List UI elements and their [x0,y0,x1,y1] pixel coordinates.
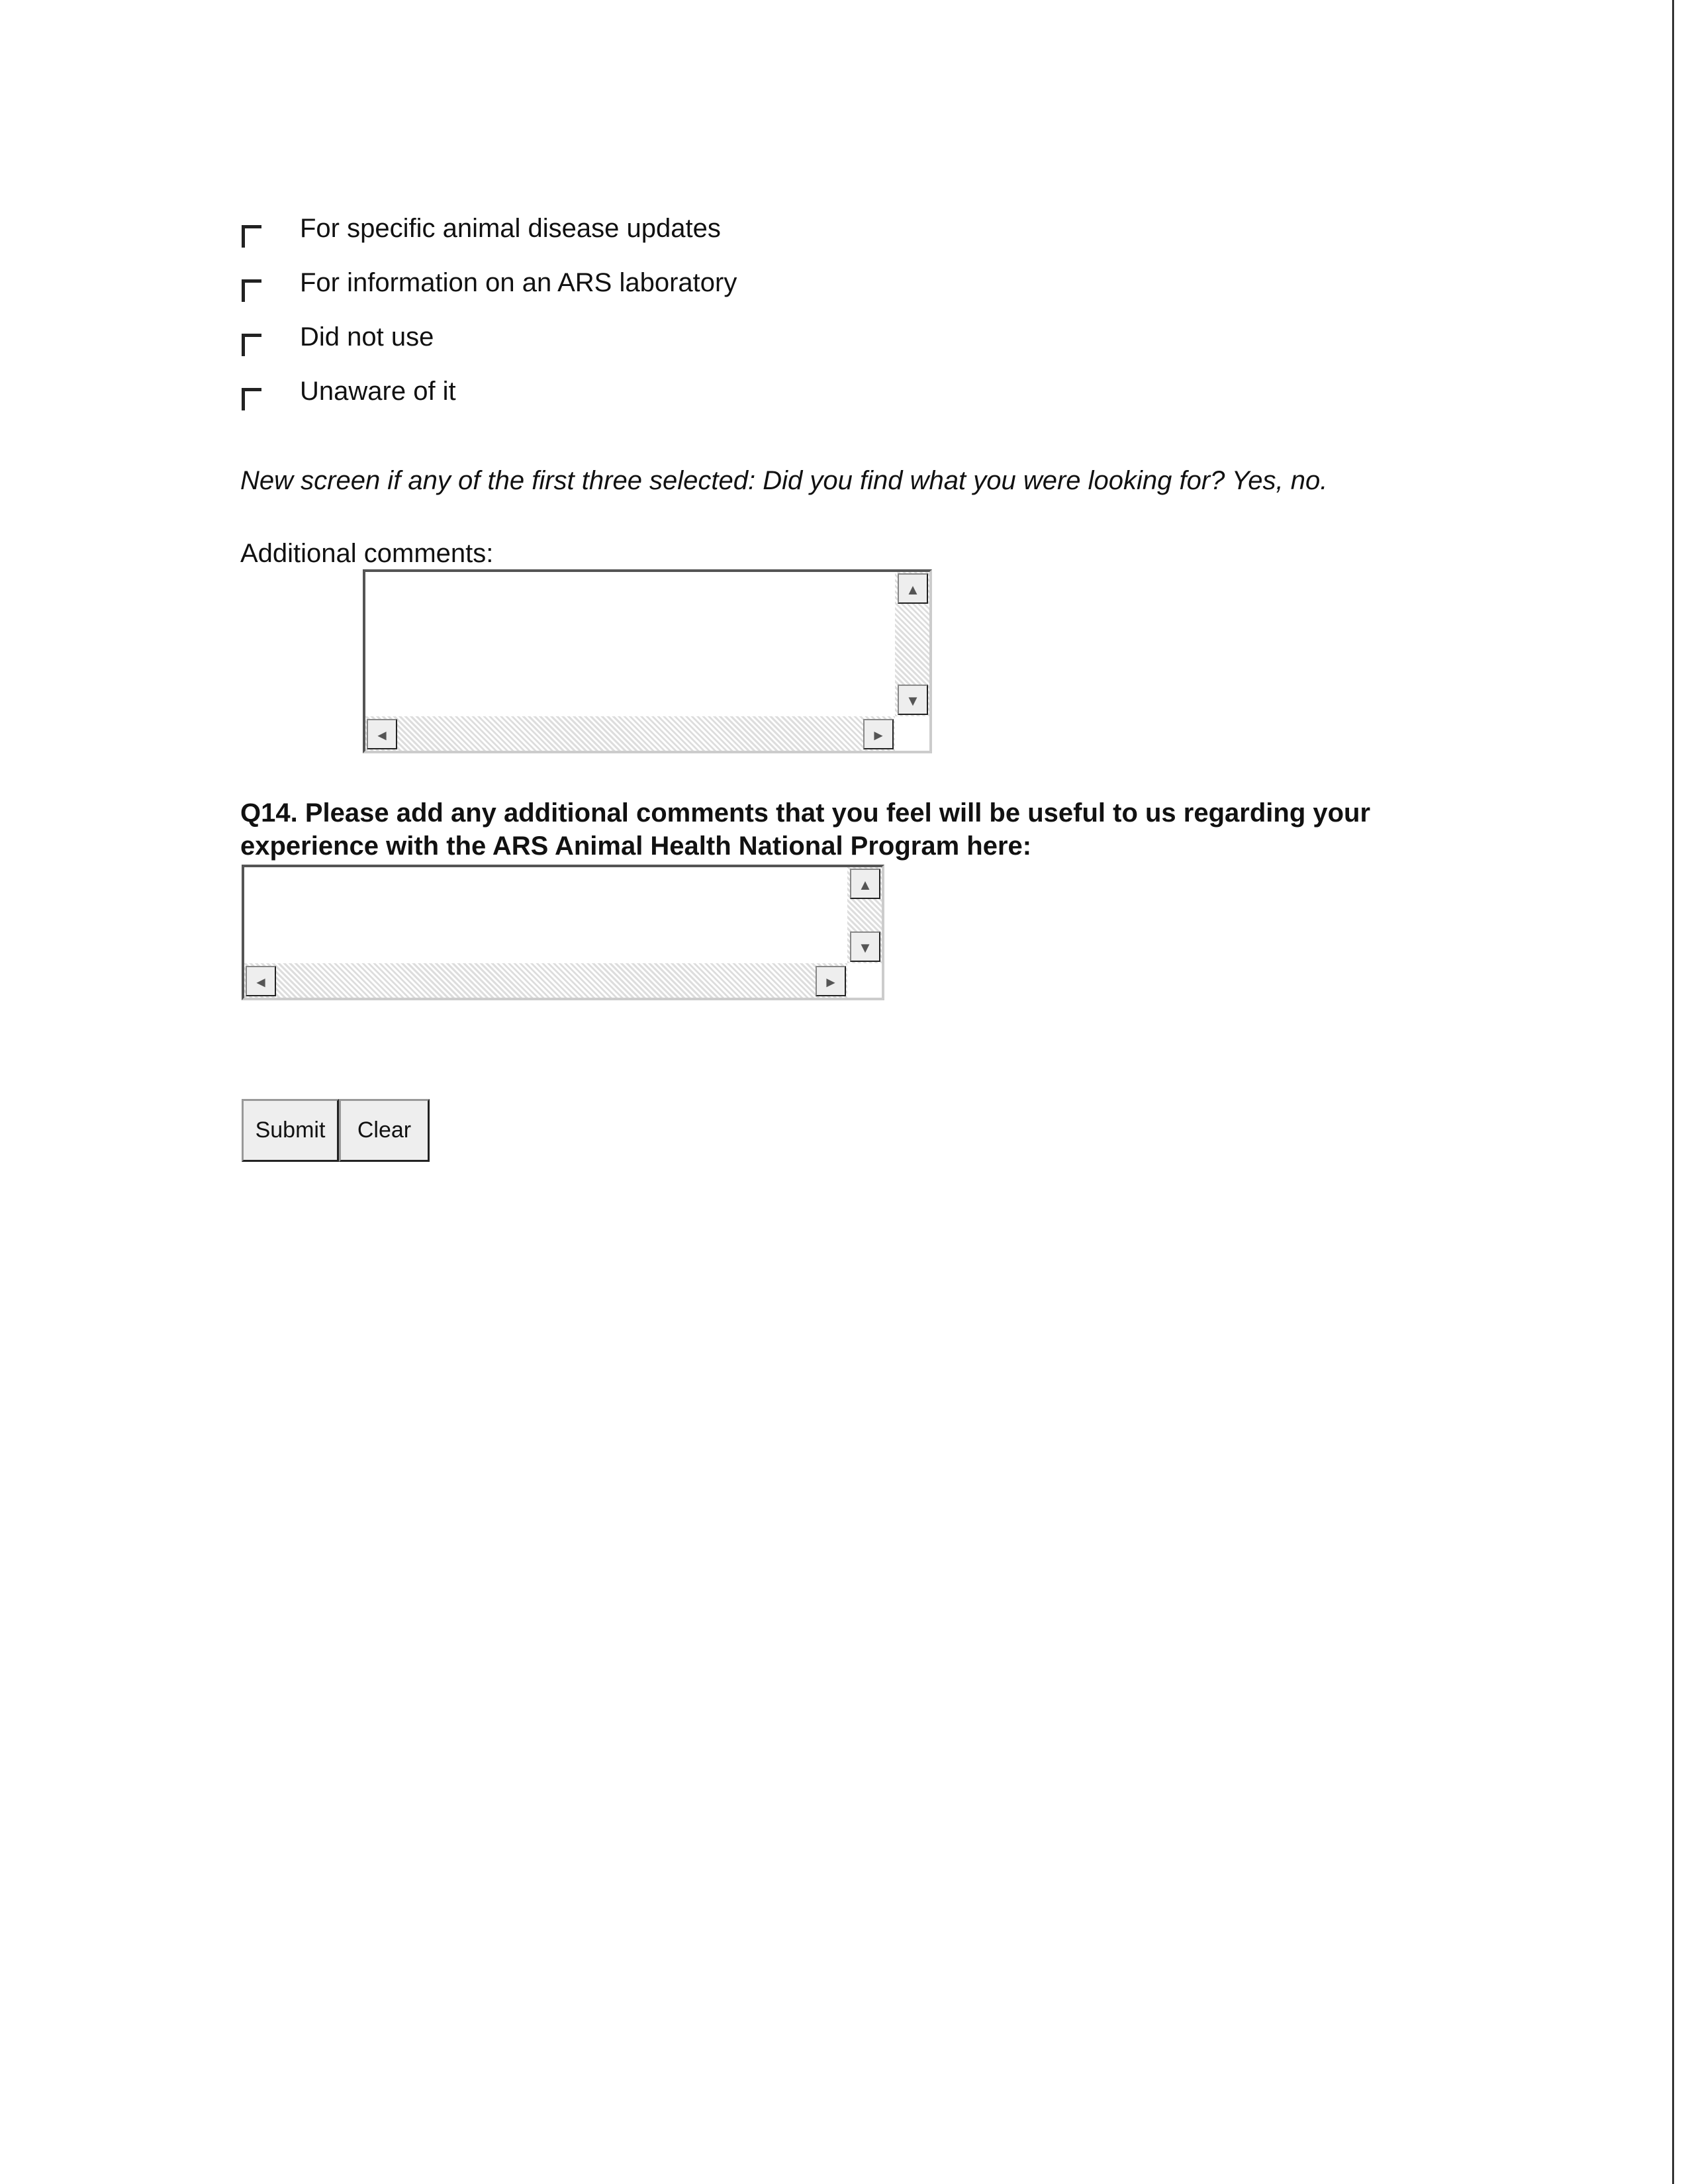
q14-comments-textarea[interactable] [242,865,884,1000]
checkbox-unaware[interactable] [242,388,261,410]
vertical-scrollbar[interactable] [847,867,882,963]
scroll-right-icon[interactable]: ► [816,966,846,996]
scroll-right-icon[interactable]: ► [863,719,894,749]
branching-note: New screen if any of the first three selected: Did you find what you were looking for? Yes, no. [240,466,1328,495]
submit-button[interactable]: Submit [242,1099,339,1162]
scroll-left-icon[interactable]: ◄ [246,966,276,996]
scroll-up-icon[interactable]: ▲ [898,573,928,604]
option-label: For specific animal disease updates [300,214,721,243]
checkbox-did-not-use[interactable] [242,334,261,356]
page-edge-line [1672,0,1674,2184]
option-label: Unaware of it [300,377,456,406]
scroll-left-icon[interactable]: ◄ [367,719,397,749]
scroll-down-icon[interactable]: ▼ [898,685,928,715]
scroll-up-icon[interactable]: ▲ [850,869,880,899]
option-label: Did not use [300,322,434,352]
clear-button[interactable]: Clear [339,1099,430,1162]
additional-comments-label: Additional comments: [240,539,494,568]
additional-comments-textarea[interactable] [363,569,932,753]
q14-question-line2: experience with the ARS Animal Health National Program here: [240,831,1032,861]
horizontal-scrollbar[interactable] [365,716,895,751]
checkbox-ars-laboratory[interactable] [242,279,261,302]
option-label: For information on an ARS laboratory [300,268,737,297]
vertical-scrollbar[interactable] [895,572,929,716]
scroll-down-icon[interactable]: ▼ [850,931,880,962]
q14-question-line1: Q14. Please add any additional comments that you feel will be useful to us regarding your [240,798,1371,828]
horizontal-scrollbar[interactable] [244,963,847,998]
checkbox-disease-updates[interactable] [242,225,261,248]
